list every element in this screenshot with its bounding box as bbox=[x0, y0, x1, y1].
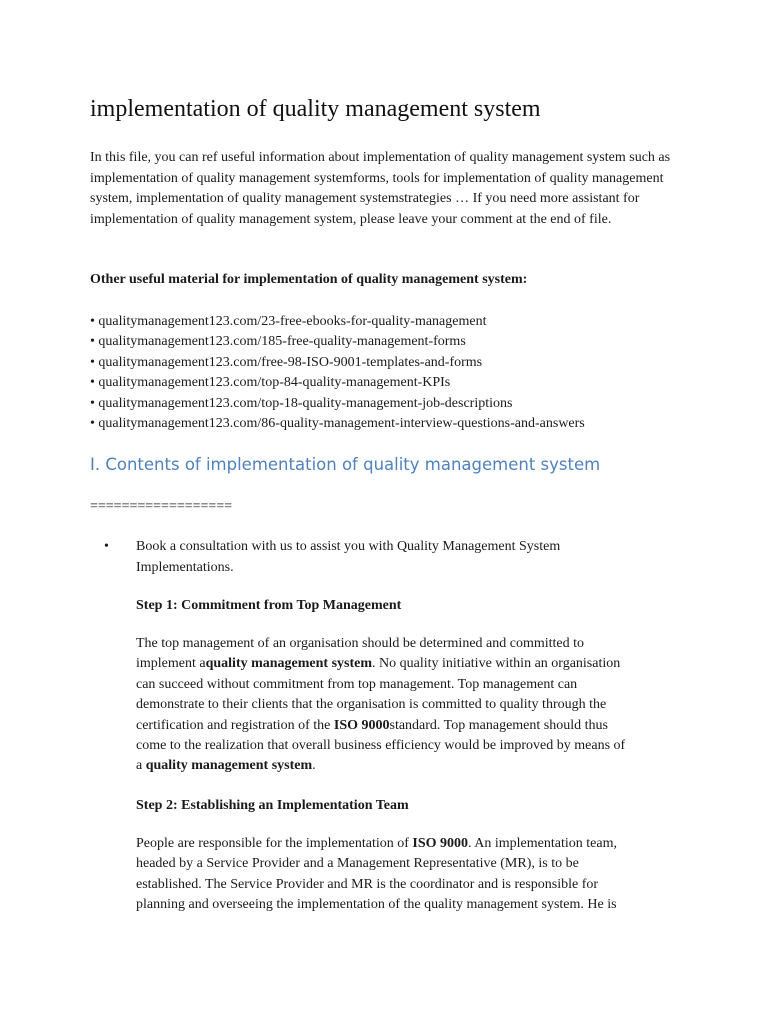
step2-paragraph bbox=[136, 834, 666, 916]
step2-line: established. The Service Provider and MR is the coordinator and is responsible for bbox=[136, 876, 599, 892]
step1-line bbox=[136, 654, 666, 674]
step2-line bbox=[136, 834, 666, 854]
bold-term: quality management system bbox=[145, 758, 313, 774]
step1-line bbox=[136, 716, 666, 736]
material-link[interactable]: • qualitymanagement123.com/23-free-ebooks-for-quality-management bbox=[90, 314, 487, 329]
bullet-marker: • bbox=[104, 539, 109, 554]
text-run: standard. Top management should thus bbox=[389, 717, 608, 733]
step2-line: planning and overseeing the implementation of the quality management system. He is bbox=[136, 897, 617, 913]
step1-paragraph bbox=[136, 634, 666, 777]
text-run: implement a bbox=[136, 656, 206, 672]
text-run: certification and registration of the bbox=[136, 717, 334, 733]
material-link[interactable]: • qualitymanagement123.com/top-18-quality-management-job-descriptions bbox=[90, 395, 513, 411]
step1-line: can succeed without commitment from top management. Top management can bbox=[136, 676, 578, 692]
step1-heading: Step 1: Commitment from Top Management bbox=[136, 598, 402, 613]
text-run: a bbox=[136, 758, 146, 774]
step2-line: headed by a Service Provider and a Management Representative (MR), is to be bbox=[136, 856, 579, 872]
step1-line: The top management of an organisation should be determined and committed to bbox=[136, 636, 585, 651]
material-link[interactable]: • qualitymanagement123.com/top-84-quality-management-KPIs bbox=[90, 375, 451, 391]
step1-line: demonstrate to their clients that the organisation is committed to quality through the bbox=[136, 697, 607, 713]
bold-term: quality management system bbox=[205, 656, 373, 672]
section-heading: I. Contents of implementation of quality management system bbox=[90, 455, 601, 474]
intro-paragraph: In this file, you can ref useful information about implementation of quality management system such as implementation of quality management systemforms, tools for implementation of quality management system, implementation of quality management systemstrategies … If you need more assistant for implementation of quality management system, please leave your comment at the end of file. bbox=[90, 150, 671, 227]
text-run: . An implementation team, bbox=[468, 836, 617, 851]
bold-term: ISO 9000 bbox=[333, 717, 390, 733]
text-run: . No quality initiative within an organisation bbox=[372, 656, 621, 672]
text-run: . bbox=[312, 758, 316, 774]
material-link[interactable]: • qualitymanagement123.com/free-98-ISO-9001-templates-and-forms bbox=[90, 354, 483, 370]
step1-line bbox=[136, 756, 666, 776]
document-title: implementation of quality management system bbox=[90, 96, 541, 122]
other-material-heading: Other useful material for implementation of quality management system: bbox=[90, 272, 528, 287]
bold-term: ISO 9000 bbox=[412, 836, 469, 851]
consultation-text: Book a consultation with us to assist you with Quality Management System Implementations. bbox=[136, 539, 561, 575]
material-link[interactable]: • qualitymanagement123.com/185-free-quality-management-forms bbox=[90, 334, 466, 350]
step1-line: come to the realization that overall business efficiency would be improved by means of bbox=[136, 738, 626, 754]
step2-heading: Step 2: Establishing an Implementation Team bbox=[136, 798, 409, 813]
material-link[interactable]: • qualitymanagement123.com/86-quality-management-interview-questions-and-answers bbox=[90, 416, 585, 432]
material-links-list bbox=[90, 312, 585, 434]
text-run: People are responsible for the implementation of bbox=[136, 836, 413, 851]
consultation-bullet-item bbox=[104, 537, 634, 578]
separator-line: ================== bbox=[90, 499, 233, 514]
